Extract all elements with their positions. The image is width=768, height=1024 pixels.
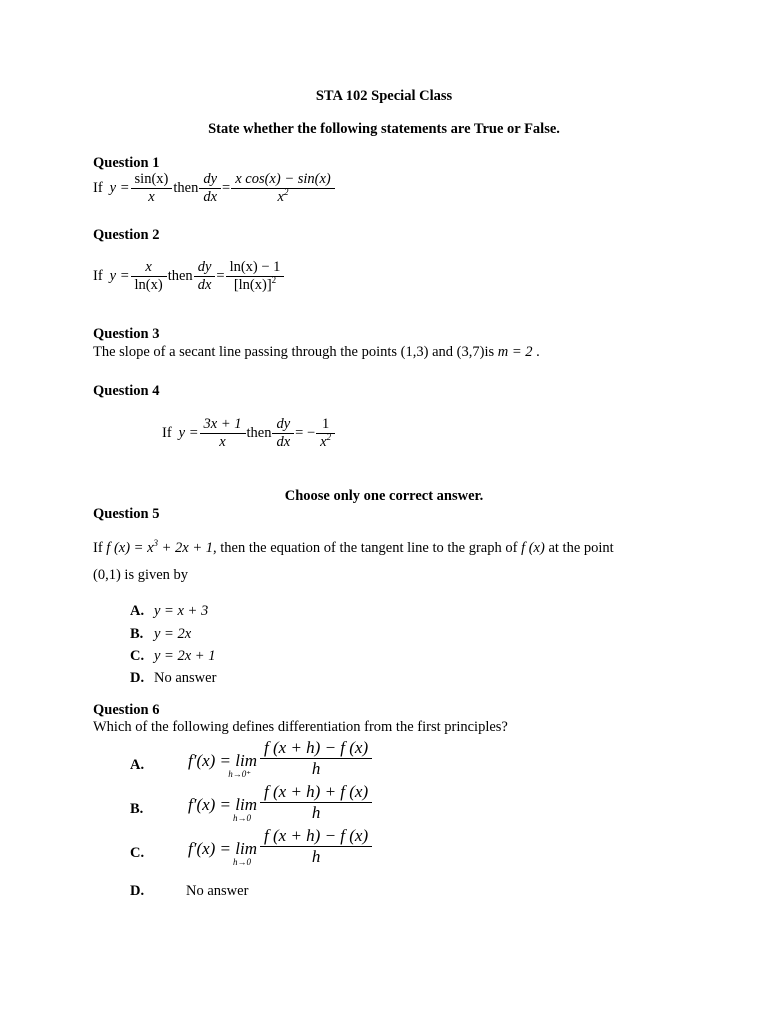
q6c-lhs: f′(x) = lim xyxy=(188,839,258,858)
q4-rden-exp: 2 xyxy=(326,432,332,443)
q2-function-numerator: x xyxy=(145,259,152,275)
q1-result-denominator xyxy=(231,188,335,205)
question-1-statement xyxy=(93,172,336,205)
q1-function-denominator: x xyxy=(131,188,173,205)
q6-option-d[interactable] xyxy=(130,883,248,900)
q4-function-fraction xyxy=(202,417,244,450)
q5-option-b[interactable] xyxy=(130,626,191,643)
q4-if: If xyxy=(162,425,172,442)
q6c-numerator: f (x + h) − f (x) xyxy=(264,826,369,846)
question-4-label: Question 4 xyxy=(93,383,160,399)
option-letter: B. xyxy=(130,626,144,642)
option-letter: A. xyxy=(130,603,145,619)
question-1-label: Question 1 xyxy=(93,155,160,171)
q3-text: The slope of a secant line passing through the points xyxy=(93,344,398,360)
q6-option-a[interactable] xyxy=(130,738,373,779)
q4-equals: = − xyxy=(295,425,316,442)
q1-y: y = xyxy=(109,180,130,197)
option-letter: C. xyxy=(130,845,145,861)
q2-then: then xyxy=(167,268,193,285)
q1-rden-base: x xyxy=(277,189,284,206)
q5-point: (0,1) xyxy=(93,567,121,583)
q6a-denominator: h xyxy=(260,758,372,778)
q6a-limit xyxy=(188,752,257,779)
q4-derivative-symbol xyxy=(274,417,292,450)
question-3-statement xyxy=(93,344,540,361)
section-heading-multiple-choice: Choose only one correct answer. xyxy=(284,488,484,504)
option-letter: B. xyxy=(130,801,144,817)
q5-fx-base: f (x) = x xyxy=(106,540,154,556)
option-letter: D. xyxy=(130,883,145,899)
q1-dy: dy xyxy=(203,171,218,187)
q5-option-d[interactable] xyxy=(130,670,216,687)
q3-point-2: (3,7) xyxy=(456,344,485,360)
q6a-limit-sub: h→0⁺ xyxy=(228,769,252,779)
q6a-fraction xyxy=(262,739,370,778)
option-letter: D. xyxy=(130,670,145,686)
q1-result-fraction xyxy=(233,172,333,205)
q6c-limit-sub: h→0 xyxy=(233,857,252,867)
question-5-statement-line-1 xyxy=(93,540,614,557)
q3-period: . xyxy=(536,344,540,360)
q4-result-fraction xyxy=(318,417,333,450)
option-letter: A. xyxy=(130,757,145,773)
question-5-label: Question 5 xyxy=(93,506,160,522)
q6-option-c[interactable] xyxy=(130,826,373,867)
q2-derivative-symbol xyxy=(196,260,214,293)
q6b-fraction xyxy=(262,783,370,822)
q6b-limit xyxy=(188,796,257,823)
q6c-denominator: h xyxy=(260,846,372,866)
q6b-numerator: f (x + h) + f (x) xyxy=(264,782,369,802)
q2-result-fraction xyxy=(228,260,283,293)
q2-y: y = xyxy=(109,268,130,285)
q1-function-numerator: sin(x) xyxy=(134,171,169,187)
q1-rden-exp: 2 xyxy=(283,187,289,198)
q1-dx: dx xyxy=(199,188,221,205)
q4-result-numerator: 1 xyxy=(322,416,330,432)
q2-dx: dx xyxy=(194,276,216,293)
q3-slope-value: m = 2 xyxy=(497,344,533,360)
q6b-limit-sub: h→0 xyxy=(233,813,252,823)
q2-dy: dy xyxy=(197,259,212,275)
q1-derivative-symbol xyxy=(201,172,219,205)
q4-then: then xyxy=(246,425,272,442)
question-3-label: Question 3 xyxy=(93,326,160,342)
q4-function-denominator: x xyxy=(200,433,246,450)
q2-rden-base: [ln(x)] xyxy=(233,277,272,294)
page-title: STA 102 Special Class xyxy=(315,88,453,104)
q1-result-numerator: x cos(x) − sin(x) xyxy=(235,171,331,187)
q5-function xyxy=(106,540,213,556)
q4-rden-base: x xyxy=(320,434,327,451)
question-2-label: Question 2 xyxy=(93,227,160,243)
q1-function-fraction xyxy=(133,172,171,205)
q4-dx: dx xyxy=(272,433,294,450)
question-6-statement: Which of the following defines differentiation from the first principles? xyxy=(93,719,508,735)
q1-equals: = xyxy=(222,180,231,197)
q2-result-numerator: ln(x) − 1 xyxy=(229,259,281,275)
q3-and: and xyxy=(432,344,454,360)
q6a-lhs: f′(x) = lim xyxy=(188,751,258,770)
q2-equals: = xyxy=(216,268,225,285)
q4-y: y = xyxy=(178,425,199,442)
q4-function-numerator: 3x + 1 xyxy=(203,416,242,432)
q5-fx-rest: + 2x + 1 xyxy=(161,540,214,556)
q5-fx-ref: f (x) xyxy=(521,540,545,556)
q1-if: If xyxy=(93,180,103,197)
option-text: y = 2x + 1 xyxy=(154,648,216,664)
q6c-limit xyxy=(188,840,257,867)
option-text: No answer xyxy=(186,883,249,899)
q6a-numerator: f (x + h) − f (x) xyxy=(264,738,369,758)
q2-if: If xyxy=(93,268,103,285)
q2-function-fraction xyxy=(133,260,165,293)
q5-option-a[interactable] xyxy=(130,603,208,620)
section-heading-true-false: State whether the following statements are True or False. xyxy=(208,121,560,137)
question-2-statement xyxy=(93,260,285,293)
option-text: y = x + 3 xyxy=(154,603,209,619)
q5-text-mid: , then the equation of the tangent line to the graph of xyxy=(213,540,518,556)
q1-then: then xyxy=(173,180,199,197)
q4-result-denominator xyxy=(316,433,335,450)
q5-fx-exp: 3 xyxy=(153,538,159,549)
q6c-fraction xyxy=(262,827,370,866)
option-letter: C. xyxy=(130,648,145,664)
option-text: y = 2x xyxy=(154,626,192,642)
q6b-lhs: f′(x) = lim xyxy=(188,795,258,814)
q2-function-denominator: ln(x) xyxy=(131,276,167,293)
q5-text-end: at the point xyxy=(548,540,614,556)
q5-if: If xyxy=(93,540,103,556)
question-4-statement xyxy=(162,417,336,450)
question-5-statement-line-2 xyxy=(93,567,188,584)
q3-is: is xyxy=(484,344,495,360)
q5-option-c[interactable] xyxy=(130,648,215,665)
q2-rden-exp: 2 xyxy=(271,275,277,286)
q5-is-given-by: is given by xyxy=(124,567,189,583)
question-6-label: Question 6 xyxy=(93,702,160,718)
q2-result-denominator xyxy=(226,276,285,293)
q3-point-1: (1,3) xyxy=(400,344,429,360)
q6b-denominator: h xyxy=(260,802,372,822)
option-text: No answer xyxy=(154,670,217,686)
q6-option-b[interactable] xyxy=(130,782,373,823)
q4-dy: dy xyxy=(276,416,291,432)
